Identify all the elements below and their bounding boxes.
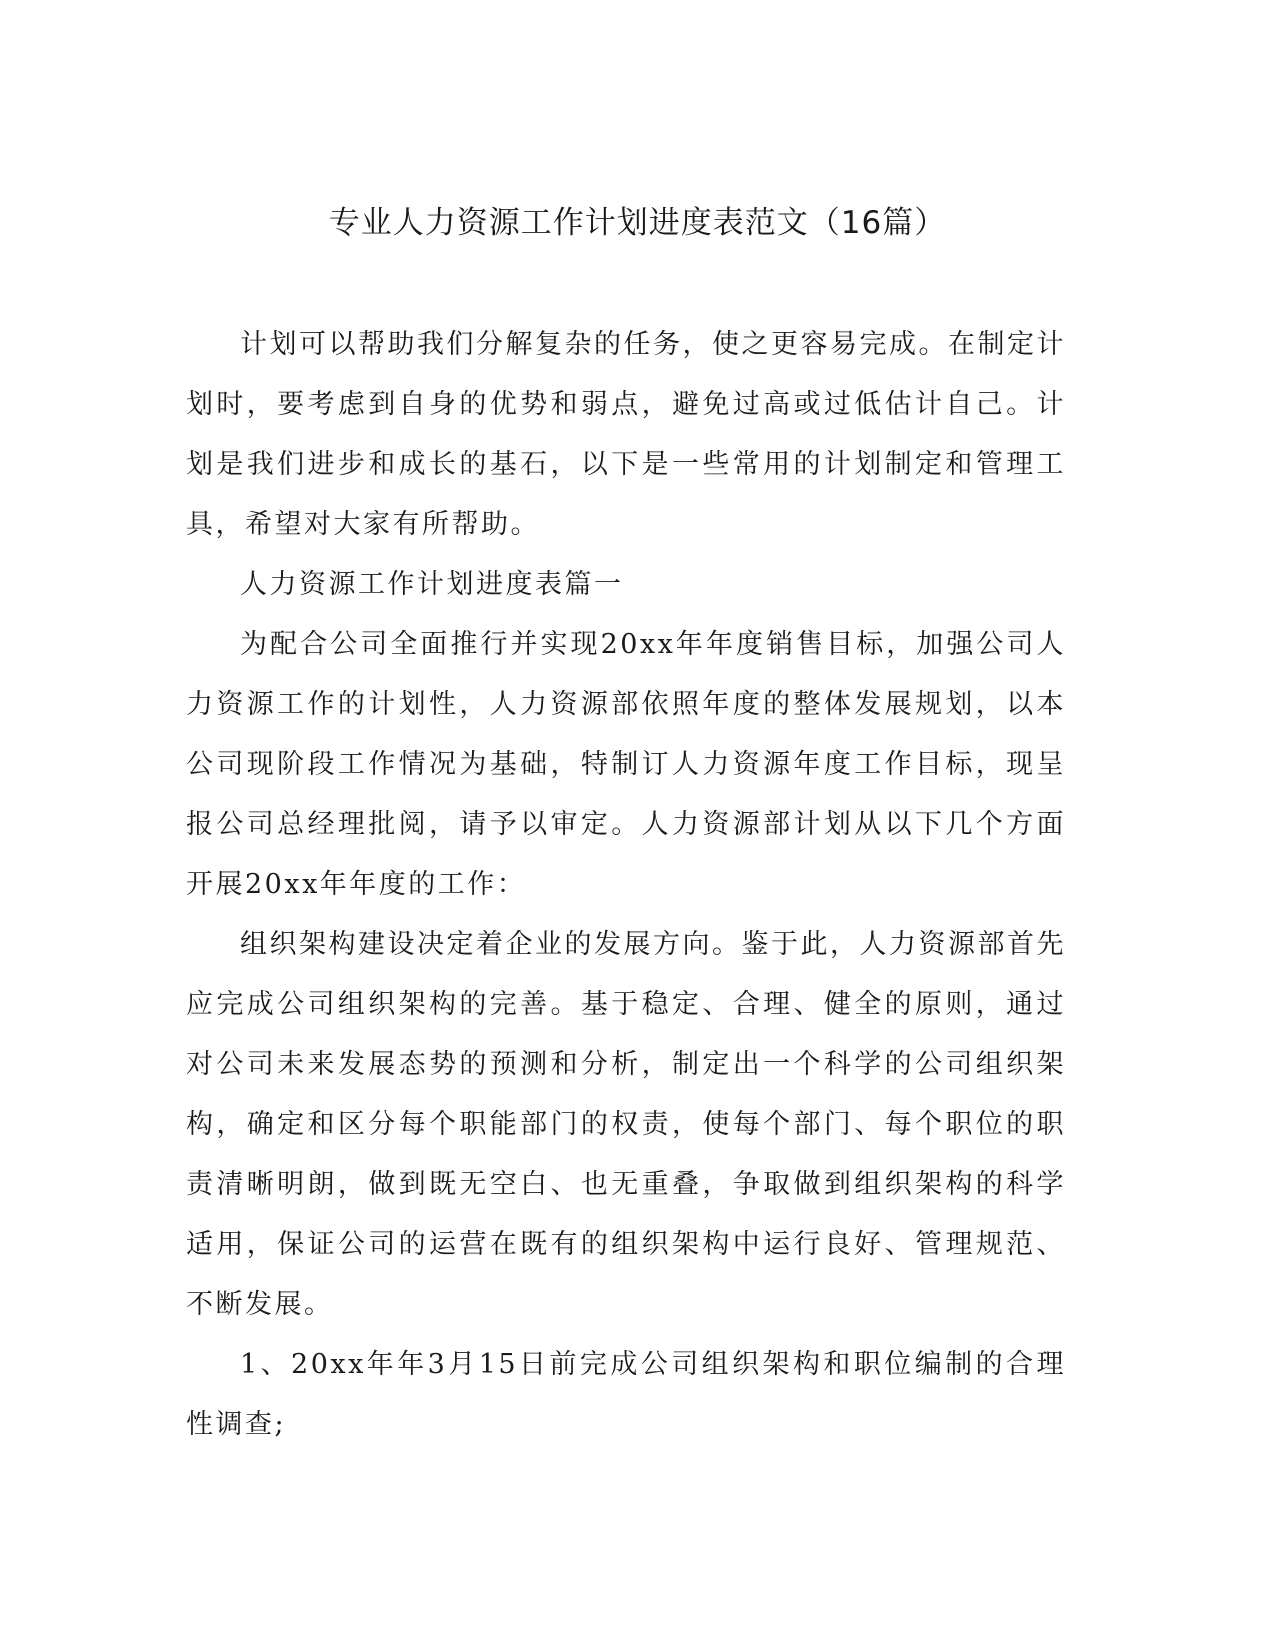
body-paragraph: 组织架构建设决定着企业的发展方向。鉴于此，人力资源部首先应完成公司组织架构的完善。基于稳定、合理、健全的原则，通过对公司未来发展态势的预测和分析，制定出一个科学的公司组织架构，确定和区分每个职能部门的权责，使每个部门、每个职位的职责清晰明朗，做到既无空白、也无重叠，争取做到组织架构的科学适用，保证公司的运营在既有的组织架构中运行良好、管理规范、不断发展。 xyxy=(186,929,1066,1320)
section-heading: 人力资源工作计划进度表篇一 xyxy=(240,569,624,600)
document-title: 专业人力资源工作计划进度表范文（16篇） xyxy=(328,205,947,241)
body-paragraph: 为配合公司全面推行并实现20xx年年度销售目标，加强公司人力资源工作的计划性，人力资源部依照年度的整体发展规划，以本公司现阶段工作情况为基础，特制订人力资源年度工作目标，现呈报公司总经理批阅，请予以审定。人力资源部计划从以下几个方面开展20xx年年度的工作： xyxy=(186,629,1066,900)
list-item: 1、20xx年年3月15日前完成公司组织架构和职位编制的合理性调查; xyxy=(186,1349,1066,1440)
document-body xyxy=(186,315,1066,1455)
intro-paragraph: 计划可以帮助我们分解复杂的任务，使之更容易完成。在制定计划时，要考虑到自身的优势和弱点，避免过高或过低估计自己。计划是我们进步和成长的基石，以下是一些常用的计划制定和管理工具，希望对大家有所帮助。 xyxy=(186,329,1066,540)
